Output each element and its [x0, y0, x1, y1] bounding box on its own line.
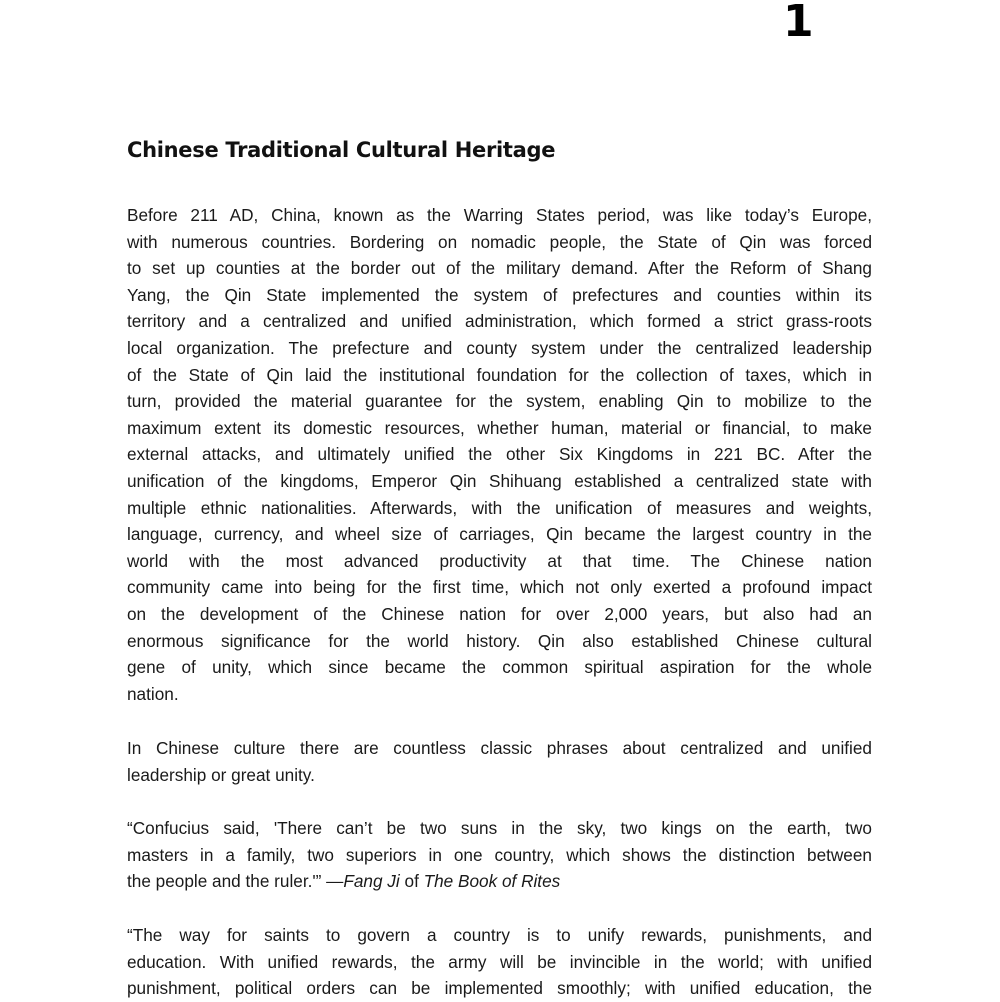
page-number: 1: [783, 0, 814, 47]
text-line: turn, provided the material guarantee for the system, enabling Qin to mobilize to the: [127, 391, 872, 412]
text-line: to set up counties at the border out of the military demand. After the Reform of Shang: [127, 258, 872, 279]
text-line: on the development of the Chinese nation for over 2,000 years, but also had an: [127, 603, 872, 624]
text-line: of the State of Qin laid the institutional foundation for the collection of taxes, which in: [127, 364, 872, 385]
text-line: external attacks, and ultimately unified the other Six Kingdoms in 221 BC. After the: [127, 444, 872, 465]
text-line: In Chinese culture there are countless classic phrases about centralized and unified: [127, 738, 872, 758]
paragraph-qin-history: [127, 202, 872, 707]
text-line: Before 211 AD, China, known as the Warring States period, was like today’s Europe,: [127, 205, 872, 225]
paragraph-classic-phrases-intro: [127, 735, 872, 788]
document-title: Chinese Traditional Cultural Heritage: [127, 138, 556, 162]
text-line: multiple ethnic nationalities. Afterwards, with the unification of measures and weights,: [127, 497, 872, 518]
source-connector: of: [399, 871, 424, 892]
text-line: nation.: [127, 683, 179, 704]
text-line: gene of unity, which since became the common spiritual aspiration for the whole: [127, 657, 872, 678]
text-line: unification of the kingdoms, Emperor Qin Shihuang established a centralized state with: [127, 470, 872, 491]
text-line: with numerous countries. Bordering on nomadic people, the State of Qin was forced: [127, 231, 872, 252]
text-line: education. With unified rewards, the army will be invincible in the world; with unified: [127, 951, 872, 972]
text-line: territory and a centralized and unified administration, which formed a strict grass-roots: [127, 311, 872, 332]
quote-saints-govern: [127, 922, 872, 1002]
text-line: enormous significance for the world history. Qin also established Chinese cultural: [127, 630, 872, 651]
source-book: The Book of Rites: [423, 871, 561, 892]
text-line: community came into being for the first time, which not only exerted a profound impact: [127, 577, 872, 598]
text-line: punishment, political orders can be implemented smoothly; with unified education, the: [127, 978, 872, 999]
text-line: language, currency, and wheel size of carriages, Qin became the largest country in the: [127, 524, 872, 545]
text-line: “The way for saints to govern a country is to unify rewards, punishments, and: [127, 925, 872, 945]
text-line: local organization. The prefecture and county system under the centralized leadership: [127, 337, 872, 358]
quote-attribution-line: [127, 868, 872, 895]
text-line: maximum extent its domestic resources, whether human, material or financial, to make: [127, 417, 872, 438]
text-line: leadership or great unity.: [127, 764, 315, 785]
text-line: world with the most advanced productivity at that time. The Chinese nation: [127, 550, 872, 571]
text-line: “Confucius said, 'There can’t be two suns in the sky, two kings on the earth, two: [127, 818, 872, 838]
source-chapter: Fang Ji: [343, 871, 400, 892]
quote-confucius: [127, 815, 872, 895]
text-line: Yang, the Qin State implemented the system of prefectures and counties within its: [127, 284, 872, 305]
text-line: masters in a family, two superiors in one country, which shows the distinction between: [127, 844, 872, 865]
text-line: the people and the ruler.'” —: [127, 871, 344, 892]
